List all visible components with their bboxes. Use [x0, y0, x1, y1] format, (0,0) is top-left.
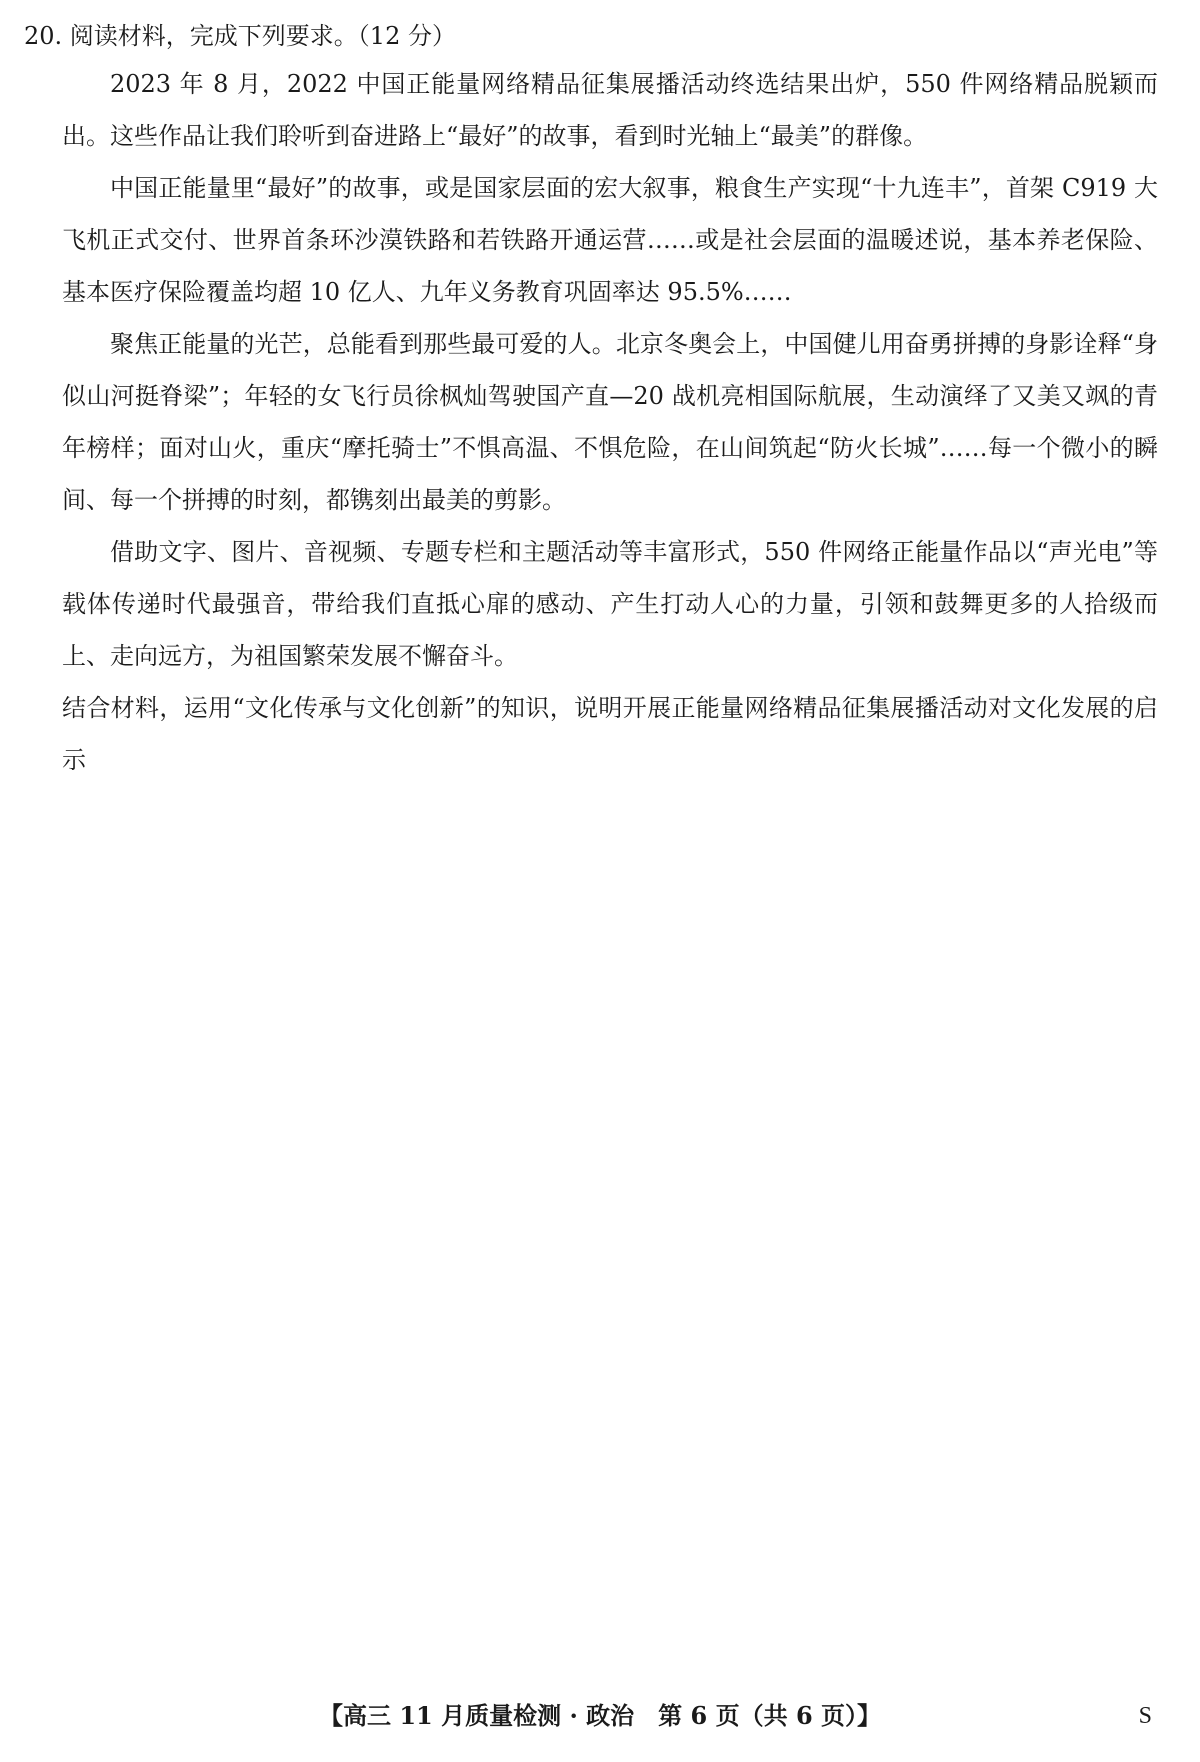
footer-code: S	[1138, 1703, 1152, 1729]
question-header: 20. 阅读材料，完成下列要求。（12 分）	[24, 22, 456, 50]
material-paragraph-2: 中国正能量里“最好”的故事，或是国家层面的宏大叙事，粮食生产实现“十九连丰”，首架 C919 大飞机正式交付、世界首条环沙漠铁路和若铁路开通运营……或是社会层面的温暖述说，基本养老保险、基本医疗保险覆盖均超 10 亿人、九年义务教育巩固率达 95.5%……	[62, 174, 1158, 306]
material-paragraph-1: 2023 年 8 月，2022 中国正能量网络精品征集展播活动终选结果出炉，550 件网络精品脱颖而出。这些作品让我们聆听到奋进路上“最好”的故事，看到时光轴上“最美”的群像。	[62, 70, 1158, 150]
material-body	[62, 58, 1158, 786]
material-paragraph-4: 借助文字、图片、音视频、专题专栏和主题活动等丰富形式，550 件网络正能量作品以“声光电”等载体传递时代最强音，带给我们直抵心扉的感动、产生打动人心的力量，引领和鼓舞更多的人拾级而上、走向远方，为祖国繁荣发展不懈奋斗。	[62, 538, 1158, 670]
material-paragraph-3: 聚焦正能量的光芒，总能看到那些最可爱的人。北京冬奥会上，中国健儿用奋勇拼搏的身影诠释“身似山河挺脊梁”；年轻的女飞行员徐枫灿驾驶国产直—20 战机亮相国际航展，生动演绎了又美又飒的青年榜样；面对山火，重庆“摩托骑士”不惧高温、不惧危险，在山间筑起“防火长城”……每一个微小的瞬间、每一个拼搏的时刻，都镌刻出最美的剪影。	[62, 330, 1158, 514]
page-footer	[0, 1696, 1200, 1736]
footer-label: 【高三 11 月质量检测 · 政治 第 6 页（共 6 页）】	[319, 1701, 881, 1730]
question-task: 结合材料，运用“文化传承与文化创新”的知识，说明开展正能量网络精品征集展播活动对文化发展的启示	[62, 694, 1158, 774]
